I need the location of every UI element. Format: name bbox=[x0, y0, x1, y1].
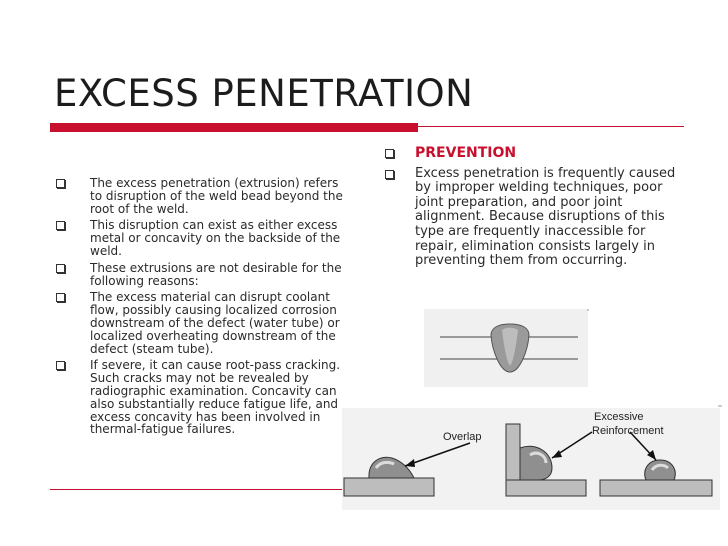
reinforcement-label: Reinforcement bbox=[592, 425, 664, 437]
prevention-heading: PREVENTION bbox=[415, 145, 517, 161]
bullet-text: The excess material can disrupt coolant flow, possibly causing localized corrosion downstream of the defect (water tube) or localized overheating downstream of the defect (steam tube). bbox=[90, 290, 340, 356]
bullet-text: This disruption can exist as either excess metal or concavity on the backside of the weld. bbox=[90, 218, 341, 258]
excessive-label: Excessive bbox=[594, 411, 644, 423]
bullet-text: These extrusions are not desirable for the following reasons: bbox=[90, 260, 342, 288]
overlap-label: Overlap bbox=[443, 431, 482, 443]
bullet-text: The excess penetration (extrusion) refers to disruption of the weld bead beyond the root of the weld. bbox=[90, 176, 343, 216]
bullet-text: If severe, it can cause root-pass cracking. Such cracks may not be revealed by radiographic examination. Concavity can also substantially reduce fatigue life, and excess concavity has been involved in thermal-fatigue failures. bbox=[90, 358, 341, 437]
weld-cross-section-image bbox=[424, 309, 588, 387]
prevention-text: Excess penetration is frequently caused by improper welding techniques, poor joint preparation, and poor joint alignment. Because disruptions of this type are frequently inaccessible for repair, elimination consists largely in preventing them from occurring. bbox=[415, 165, 676, 269]
slide-title: EXCESS PENETRATION bbox=[54, 72, 474, 115]
